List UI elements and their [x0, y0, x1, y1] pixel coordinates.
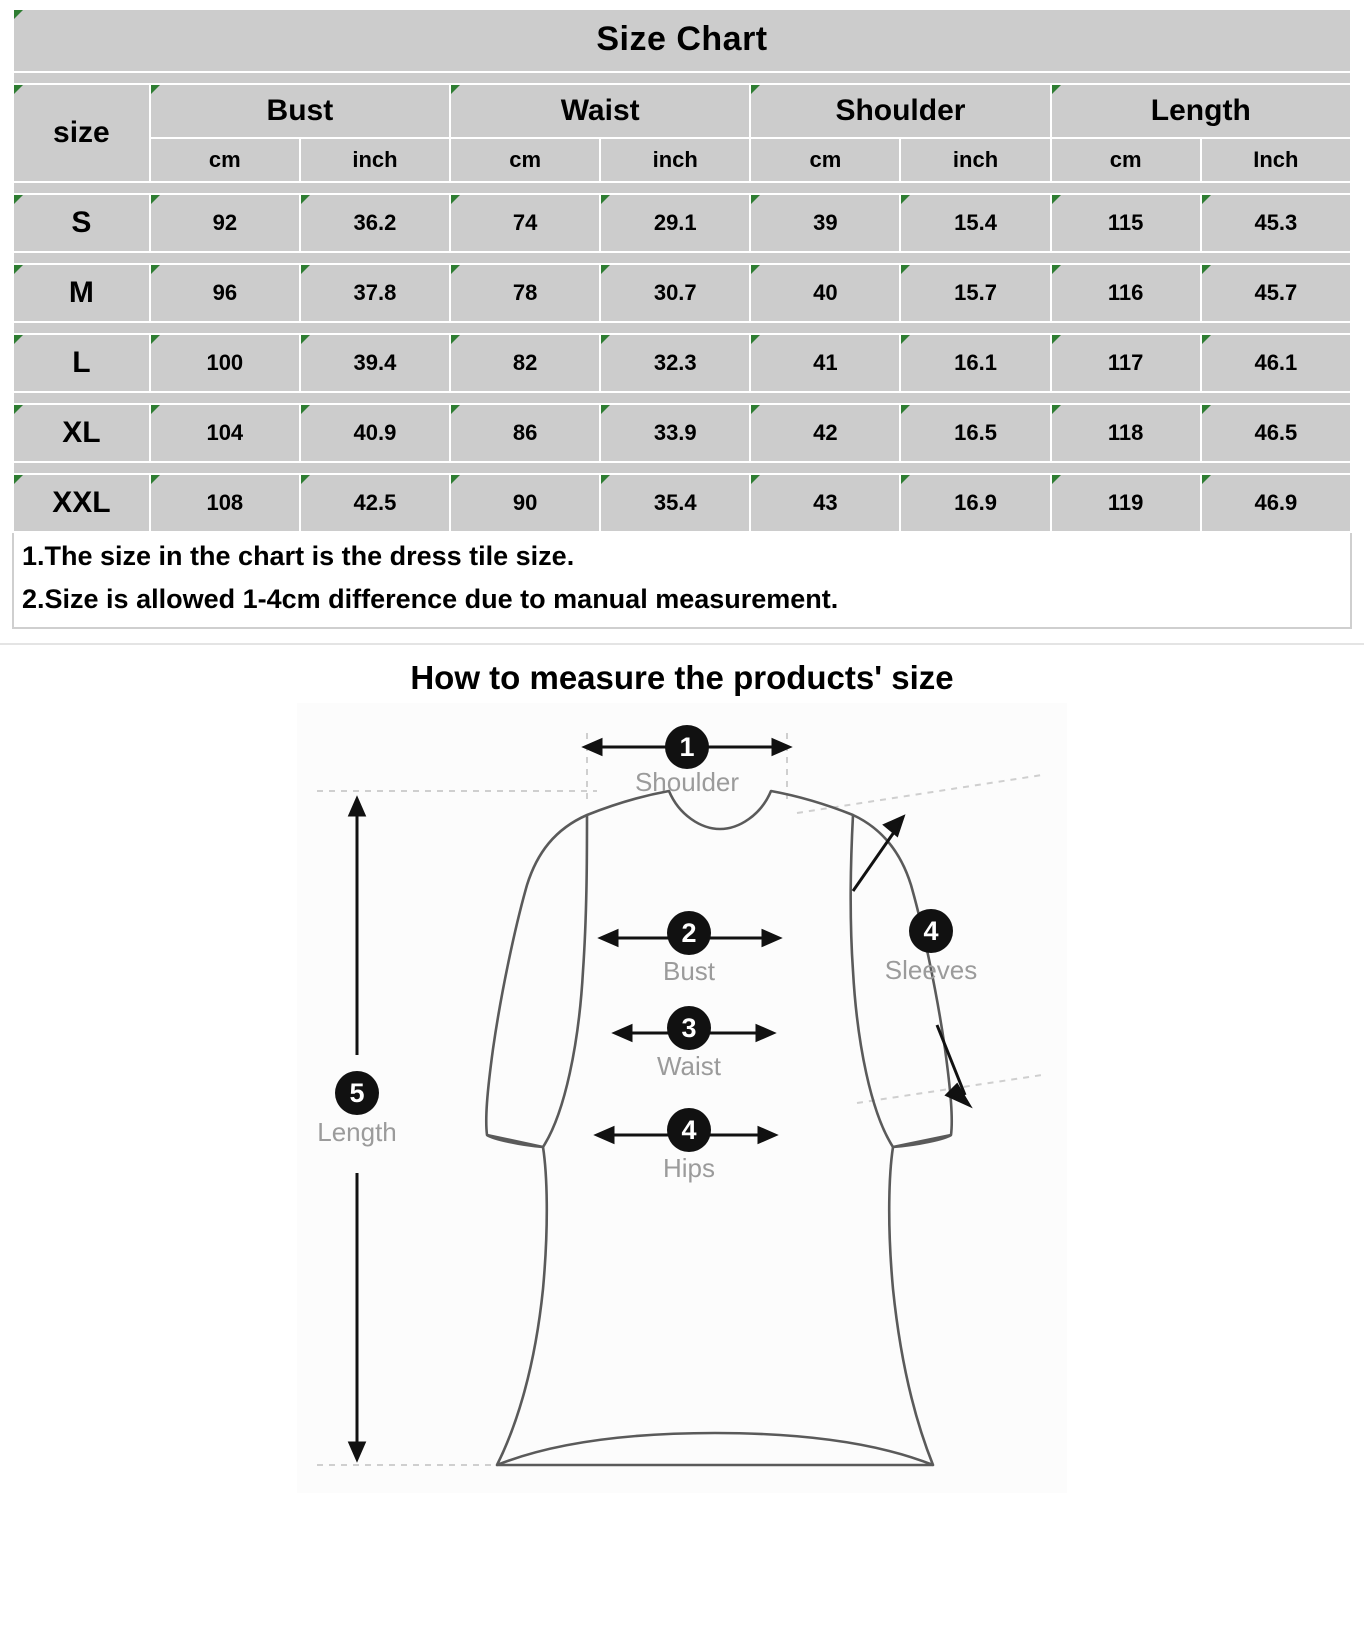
table-row [13, 264, 1351, 322]
cell-l-waist-cm: 82 [450, 334, 600, 392]
table-row [13, 404, 1351, 462]
cell-s-bust-cm: 92 [150, 194, 300, 252]
header-group-bust: Bust [150, 84, 450, 138]
table-row [13, 474, 1351, 532]
row-size-l: L [13, 334, 150, 392]
cell-xl-bust-inch: 40.9 [300, 404, 450, 462]
cell-xxl-bust-inch: 42.5 [300, 474, 450, 532]
note-2: 2.Size is allowed 1-4cm difference due to manual measurement. [22, 584, 839, 615]
header-size: size [13, 84, 150, 182]
cell-xl-length-cm: 118 [1051, 404, 1201, 462]
cell-s-shoulder-inch: 15.4 [900, 194, 1050, 252]
callout-5-number: 5 [349, 1078, 365, 1109]
cell-m-length-cm: 116 [1051, 264, 1201, 322]
cell-xl-length-inch: 46.5 [1201, 404, 1351, 462]
header-unit-bust-inch: inch [300, 138, 450, 182]
cell-l-bust-inch: 39.4 [300, 334, 450, 392]
cell-s-length-cm: 115 [1051, 194, 1201, 252]
cell-xxl-waist-inch: 35.4 [600, 474, 750, 532]
header-unit-length-cm: cm [1051, 138, 1201, 182]
callout-4-hips-number: 4 [681, 1115, 697, 1146]
cell-xxl-length-cm: 119 [1051, 474, 1201, 532]
cell-l-shoulder-cm: 41 [750, 334, 900, 392]
cell-s-length-inch: 45.3 [1201, 194, 1351, 252]
callout-2-number: 2 [681, 918, 697, 949]
cell-xxl-bust-cm: 108 [150, 474, 300, 532]
cell-xl-shoulder-cm: 42 [750, 404, 900, 462]
callout-5-label: Length [317, 1117, 397, 1148]
how-to-measure-section [0, 643, 1364, 1493]
callout-4-sleeves-label: Sleeves [884, 955, 978, 986]
size-chart-table [12, 8, 1352, 533]
cell-s-bust-inch: 36.2 [300, 194, 450, 252]
header-unit-waist-cm: cm [450, 138, 600, 182]
spacer-row [13, 462, 1351, 474]
cell-l-bust-cm: 100 [150, 334, 300, 392]
cell-l-waist-inch: 32.3 [600, 334, 750, 392]
note-1: 1.The size in the chart is the dress tile size. [22, 541, 575, 571]
header-group-shoulder: Shoulder [750, 84, 1050, 138]
cell-xl-bust-cm: 104 [150, 404, 300, 462]
unit-header-row [13, 138, 1351, 182]
spacer-row [13, 252, 1351, 264]
spacer-row [13, 72, 1351, 84]
callout-2-label: Bust [662, 956, 716, 987]
cell-xxl-shoulder-cm: 43 [750, 474, 900, 532]
spacer-row [13, 322, 1351, 334]
cell-m-waist-inch: 30.7 [600, 264, 750, 322]
dress-measurement-illustration [297, 703, 1067, 1493]
callout-1-label: Shoulder [634, 767, 740, 798]
row-size-m: M [13, 264, 150, 322]
callout-4-hips-label: Hips [662, 1153, 716, 1184]
header-unit-waist-inch: inch [600, 138, 750, 182]
callout-4-sleeves-number: 4 [923, 916, 939, 947]
row-size-xxl: XXL [13, 474, 150, 532]
spacer-row [13, 392, 1351, 404]
table-title-row [13, 9, 1351, 72]
cell-xl-waist-inch: 33.9 [600, 404, 750, 462]
group-header-row [13, 84, 1351, 138]
cell-xl-shoulder-inch: 16.5 [900, 404, 1050, 462]
cell-m-waist-cm: 78 [450, 264, 600, 322]
row-size-s: S [13, 194, 150, 252]
chart-title: Size Chart [13, 9, 1351, 72]
table-row [13, 194, 1351, 252]
header-group-length: Length [1051, 84, 1351, 138]
cell-m-shoulder-inch: 15.7 [900, 264, 1050, 322]
cell-m-bust-inch: 37.8 [300, 264, 450, 322]
cell-xl-waist-cm: 86 [450, 404, 600, 462]
cell-m-shoulder-cm: 40 [750, 264, 900, 322]
callout-3-label: Waist [656, 1051, 722, 1082]
table-row [13, 334, 1351, 392]
header-unit-length-inch: Inch [1201, 138, 1351, 182]
cell-m-length-inch: 45.7 [1201, 264, 1351, 322]
row-size-xl: XL [13, 404, 150, 462]
cell-xxl-length-inch: 46.9 [1201, 474, 1351, 532]
cell-l-shoulder-inch: 16.1 [900, 334, 1050, 392]
cell-s-waist-cm: 74 [450, 194, 600, 252]
header-group-waist: Waist [450, 84, 750, 138]
cell-xxl-waist-cm: 90 [450, 474, 600, 532]
size-chart-section [0, 0, 1364, 629]
header-unit-bust-cm: cm [150, 138, 300, 182]
header-unit-shoulder-inch: inch [900, 138, 1050, 182]
cell-l-length-inch: 46.1 [1201, 334, 1351, 392]
chart-notes [12, 533, 1352, 629]
how-to-measure-title: How to measure the products' size [410, 659, 954, 697]
callout-3-number: 3 [681, 1013, 697, 1044]
cell-l-length-cm: 117 [1051, 334, 1201, 392]
callout-1-number: 1 [679, 732, 695, 763]
cell-xxl-shoulder-inch: 16.9 [900, 474, 1050, 532]
measure-diagram [0, 703, 1364, 1493]
cell-s-shoulder-cm: 39 [750, 194, 900, 252]
header-unit-shoulder-cm: cm [750, 138, 900, 182]
cell-m-bust-cm: 96 [150, 264, 300, 322]
cell-s-waist-inch: 29.1 [600, 194, 750, 252]
spacer-row [13, 182, 1351, 194]
